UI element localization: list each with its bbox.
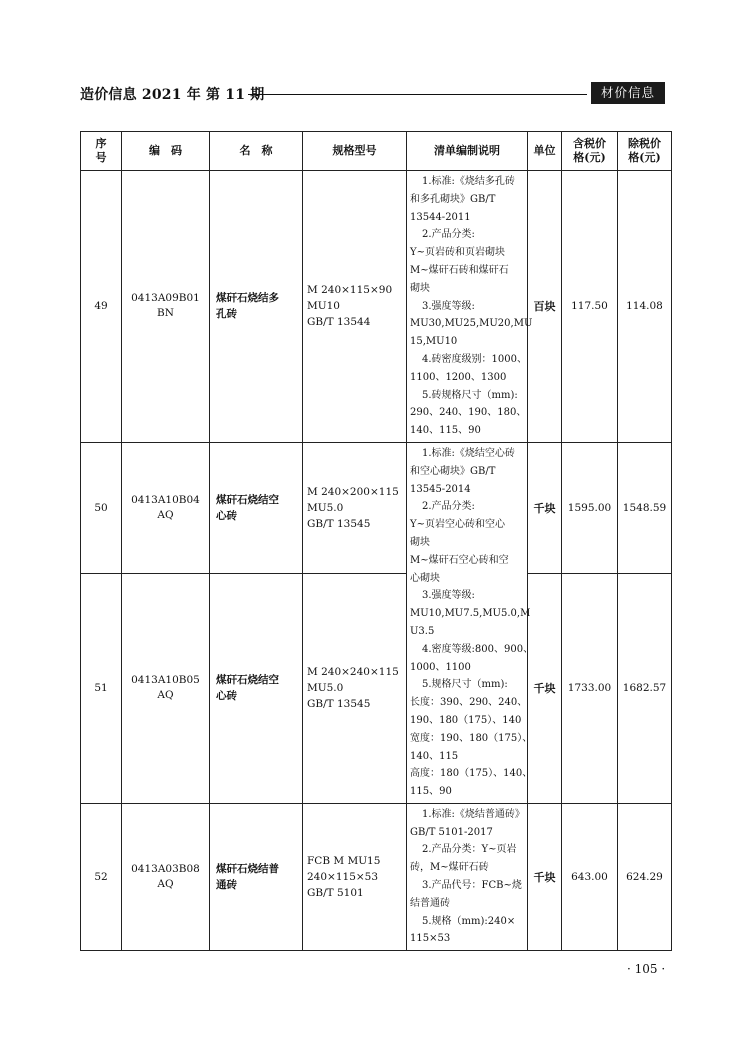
desc-line: 宽度：190、180（175）、	[410, 732, 533, 744]
row-unit: 千块	[528, 442, 562, 573]
row-seq: 50	[81, 442, 122, 573]
row-code: 0413A10B05 AQ	[122, 573, 210, 803]
row-seq: 51	[81, 573, 122, 803]
desc-line: GB/T 5101-2017	[410, 826, 493, 838]
desc-line: 2.产品分类:	[422, 501, 475, 513]
desc-line: 3.产品代号：FCB~烧	[422, 880, 522, 892]
row-description	[407, 171, 533, 443]
col-desc-header: 清单编制说明	[407, 132, 528, 171]
row-price-notax: 1548.59	[618, 442, 672, 573]
row-code: 0413A03B08 AQ	[122, 803, 210, 950]
row-price-notax: 1682.57	[618, 573, 672, 803]
desc-line: 3.强度等级:	[422, 590, 475, 602]
row-price-tax: 1733.00	[562, 573, 618, 803]
row-unit: 千块	[528, 803, 562, 950]
row-spec: M 240×200×115 MU5.0 GB/T 13545	[303, 442, 407, 573]
row-name: 煤矸石烧结多 孔砖	[210, 171, 303, 443]
desc-line: 和空心砌块》GB/T	[410, 465, 496, 477]
desc-line: 和多孔砌块》GB/T	[410, 193, 496, 205]
desc-line: Y~页岩砖和页岩砌块	[410, 247, 505, 259]
col-spec-header: 规格型号	[303, 132, 407, 171]
desc-line: 心砌块	[410, 572, 440, 584]
desc-line: 3.强度等级:	[422, 300, 475, 312]
table-row	[81, 803, 672, 950]
row-price-tax: 1595.00	[562, 442, 618, 573]
desc-line: MU10,MU7.5,MU5.0,M	[410, 608, 531, 620]
row-price-tax: 643.00	[562, 803, 618, 950]
desc-line: 长度：390、290、240、	[410, 697, 528, 709]
table-row	[81, 442, 672, 573]
col-name-header: 名 称	[210, 132, 303, 171]
desc-line: U3.5	[410, 625, 435, 637]
desc-line: 结普通砖	[410, 897, 450, 909]
desc-line: Y~页岩空心砖和空心	[410, 519, 505, 531]
row-code: 0413A10B04 AQ	[122, 442, 210, 573]
col-price-tax-header: 含税价 格(元)	[562, 132, 618, 171]
desc-line: 140、115	[410, 750, 459, 762]
page-number: · 105 ·	[627, 962, 666, 976]
price-table	[80, 131, 672, 951]
desc-line: MU30,MU25,MU20,MU	[410, 318, 533, 330]
row-name: 煤矸石烧结空 心砖	[210, 442, 303, 573]
desc-line: 2.产品分类：Y~页岩	[422, 844, 517, 856]
row-description	[407, 803, 528, 950]
row-price-tax: 117.50	[562, 171, 618, 443]
desc-line: M~煤矸石空心砖和空	[410, 554, 509, 566]
desc-line: 5.砖规格尺寸（mm):	[422, 389, 518, 401]
desc-line: 13545-2014	[410, 483, 471, 495]
page-header	[80, 82, 665, 106]
desc-line: 2.产品分类:	[422, 229, 475, 241]
desc-line: 15,MU10	[410, 336, 458, 348]
desc-line: 13544-2011	[410, 211, 471, 223]
header-rule	[248, 94, 587, 95]
desc-line: 5.规格尺寸（mm):	[422, 679, 508, 691]
desc-line: 115、90	[410, 786, 452, 798]
desc-line: 砌块	[410, 536, 430, 548]
row-code: 0413A09B01 BN	[122, 171, 210, 443]
col-seq-header: 序 号	[81, 132, 122, 171]
row-price-notax: 114.08	[618, 171, 672, 443]
row-spec: M 240×240×115 MU5.0 GB/T 13545	[303, 573, 407, 803]
desc-line: 190、180（175）、140	[410, 714, 522, 726]
col-unit-header: 单位	[528, 132, 562, 171]
col-price-notax-header: 除税价 格(元)	[618, 132, 672, 171]
journal-title: 造价信息 2021 年 第 11 期	[80, 87, 265, 103]
row-name: 煤矸石烧结普 通砖	[210, 803, 303, 950]
desc-line: 115×53	[410, 933, 451, 945]
desc-line: 1.标准:《烧结空心砖	[422, 447, 515, 459]
desc-line: M~煤矸石砖和煤矸石	[410, 264, 509, 276]
row-seq: 52	[81, 803, 122, 950]
desc-line: 140、115、90	[410, 425, 481, 437]
desc-line: 4.砖密度级别：1000、	[422, 353, 527, 365]
row-unit: 千块	[528, 573, 562, 803]
desc-line: 1100、1200、1300	[410, 371, 507, 383]
row-spec: M 240×115×90 MU10 GB/T 13544	[303, 171, 407, 443]
desc-line: 4.密度等级:800、900、	[422, 643, 534, 655]
row-spec: FCB M MU15 240×115×53 GB/T 5101	[303, 803, 407, 950]
section-badge: 材价信息	[591, 82, 665, 104]
row-price-notax: 624.29	[618, 803, 672, 950]
row-description-shared	[407, 442, 534, 803]
desc-line: 砌块	[410, 282, 430, 294]
desc-line: 1000、1100	[410, 661, 471, 673]
row-unit: 百块	[528, 171, 562, 443]
row-seq: 49	[81, 171, 122, 443]
table-header-row	[81, 132, 672, 171]
table-row	[81, 573, 672, 803]
desc-line: 1.标准:《烧结多孔砖	[422, 176, 515, 187]
desc-line: 5.规格（mm):240×	[422, 915, 516, 927]
row-name: 煤矸石烧结空 心砖	[210, 573, 303, 803]
desc-line: 砖，M~煤矸石砖	[410, 862, 489, 874]
desc-line: 高度：180（175）、140、	[410, 768, 533, 780]
col-code-header: 编 码	[122, 132, 210, 171]
desc-line: 290、240、190、180、	[410, 407, 527, 419]
table-row	[81, 171, 672, 443]
desc-line: 1.标准:《烧结普通砖》	[422, 808, 525, 820]
